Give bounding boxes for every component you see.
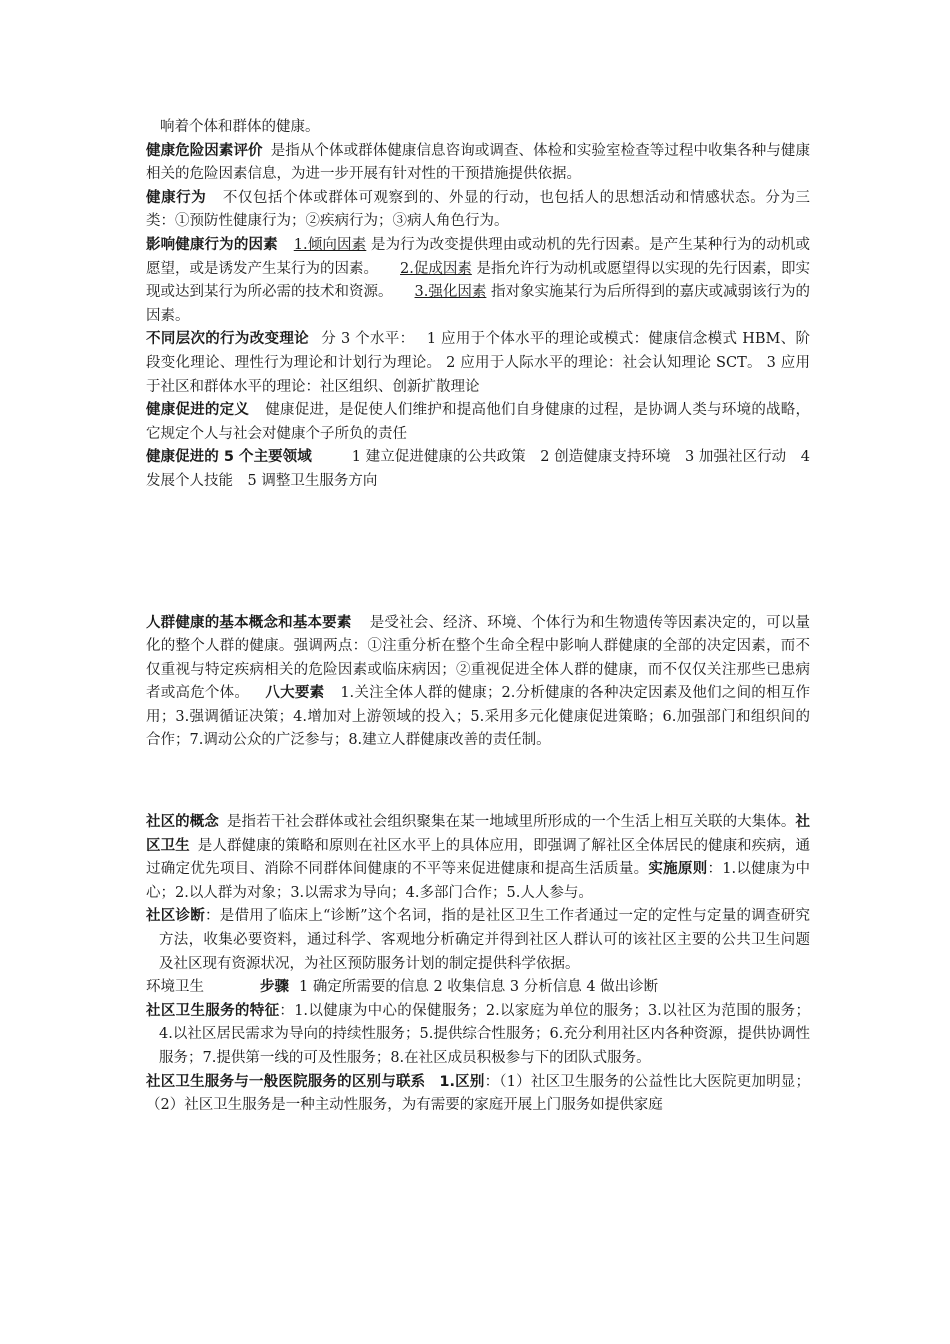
blank-space <box>146 753 810 811</box>
term-heading: 健康危险因素评价 <box>146 142 263 159</box>
term-heading: 社区卫生服务的特征 <box>146 1002 280 1019</box>
paragraph-text: ：1.以健康为中心的保健服务；2.以家庭为单位的服务；3.以社区为范围的服务；4.以社区居民需求为导向的持续性服务；5.提供综合性服务；6.充分利用社区内各种资源，提供协调性服务；7.提供第一线的可及性服务；8.在社区成员积极参与下的团队式服务。 <box>159 1002 810 1066</box>
paragraph-behavior-theories <box>146 328 810 399</box>
paragraph-text: ：1.以健康为中心；2.以人群为对象；3.以需求为导向；4.多部门合作；5.人人参与。 <box>146 861 810 901</box>
paragraph-text: 1 建立促进健康的公共政策 2 创造健康支持环境 3 加强社区行动 4 发展个人技能 5 调整卫生服务方向 <box>146 449 810 489</box>
term-heading: 健康行为 <box>146 189 207 206</box>
term-heading: 1.区别 <box>439 1073 485 1090</box>
paragraph-text: 是指允许行为动机或愿望得以实现的先行因素，即实现或达到某行为所必需的技术和资源。 <box>146 260 811 301</box>
paragraph-service-comparison <box>146 1071 810 1118</box>
paragraph-text: 是人群健康的策略和原则在社区水平上的具体应用，即强调了解社区全体居民的健康和疾病，通过确定优先项目、消除不同群体间健康的不平等来促进健康和提高生活质量。 <box>146 837 810 878</box>
paragraph-text: 是指若干社会群体或社会组织聚集在某一地域里所形成的一个生活上相互关联的大集体。 <box>226 814 796 831</box>
paragraph-text: 是为行为改变提供理由或动机的先行因素。是产生某种行为的动机或愿望，或是诱发产生某行为的因素。 <box>146 236 811 277</box>
paragraph-text: ：（1）社区卫生服务的公益性比大医院更加明显；（2）社区卫生服务是一种主动性服务，为有需要的家庭开展上门服务如提供家庭 <box>146 1073 811 1114</box>
paragraph-text: 响着个体和群体的健康。 <box>160 119 320 135</box>
paragraph-continuation <box>146 116 810 140</box>
term-heading: 社区的概念 <box>146 814 219 831</box>
factor-label-predisposing: 1.倾向因素 <box>293 236 367 253</box>
term-heading: 影响健康行为的因素 <box>146 236 278 253</box>
paragraph-lead-text: 环境卫生 <box>146 979 204 996</box>
paragraph-text: 是受社会、经济、环境、个体行为和生物遗传等因素决定的，可以量化的整个人群的健康。强调两点：①注重分析在整个生命全程中影响人群健康的全部的决定因素，而不仅重视与特定疾病相关的危险因素或临床病因；②重视促进全体人群的健康，而不仅仅关注那些已患病者或高危个体。 <box>146 614 810 702</box>
term-heading: 实施原则 <box>648 861 708 878</box>
paragraph-health-behavior <box>146 187 810 234</box>
paragraph-community-diagnosis <box>146 905 810 976</box>
paragraph-text: 指对象实施某行为后所得到的嘉庆或减弱该行为的因素。 <box>146 284 811 324</box>
term-heading: 八大要素 <box>265 685 325 702</box>
term-heading: 健康促进的定义 <box>146 402 250 419</box>
paragraph-community-concept <box>146 811 810 905</box>
term-heading: 社区卫生 <box>146 814 810 854</box>
paragraph-behavior-factors <box>146 234 810 328</box>
paragraph-population-health <box>146 612 810 754</box>
paragraph-health-risk-assessment <box>146 140 810 187</box>
factor-label-reinforcing: 3.强化因素 <box>414 284 487 301</box>
paragraph-text: 1.关注全体人群的健康；2.分析健康的各种决定因素及他们之间的相互作用；3.强调循证决策；4.增加对上游领域的投入；5.采用多元化健康促进策略；6.加强部门和组织间的合作；7.调动公众的广泛参与；8.建立人群健康改善的责任制。 <box>146 685 810 749</box>
paragraph-health-promotion-areas <box>146 446 810 493</box>
term-heading: 人群健康的基本概念和基本要素 <box>146 614 352 631</box>
term-heading: 社区诊断 <box>146 908 205 925</box>
document-body <box>146 116 810 1118</box>
paragraph-text: 1 确定所需要的信息 2 收集信息 3 分析信息 4 做出诊断 <box>299 979 659 996</box>
paragraph-text: 不仅包括个体或群体可观察到的、外显的行动，也包括人的思想活动和情感状态。分为三类：①预防性健康行为；②疾病行为；③病人角色行为。 <box>146 189 810 230</box>
blank-space <box>146 494 810 612</box>
paragraph-community-service-features <box>146 1000 810 1071</box>
term-heading: 健康促进的 5 个主要领域 <box>146 449 312 466</box>
term-heading: 步骤 <box>260 979 289 996</box>
paragraph-text: 是指从个体或群体健康信息咨询或调查、体检和实验室检查等过程中收集各种与健康相关的危险因素信息，为进一步开展有针对性的干预措施提供依据。 <box>146 142 810 183</box>
paragraph-text: ：是借用了临床上“诊断”这个名词，指的是社区卫生工作者通过一定的定性与定量的调查研究方法，收集必要资料，通过科学、客观地分析确定并得到社区人群认可的该社区主要的公共卫生问题及社区现有资源状况，为社区预防服务计划的制定提供科学依据。 <box>159 908 811 972</box>
paragraph-diagnosis-steps <box>146 976 810 1000</box>
paragraph-text: 健康促进，是促使人们维护和提高他们自身健康的过程，是协调人类与环境的战略，它规定个人与社会对健康个子所负的责任 <box>146 402 810 442</box>
paragraph-text: 分 3 个水平： 1 应用于个体水平的理论或模式：健康信念模式 HBM、阶段变化理论、理性行为理论和计划行为理论。 2 应用于人际水平的理论：社会认知理论 SCT。 3 应用于社区和群体水平的理论：社区组织、创新扩散理论 <box>146 331 810 395</box>
term-heading: 社区卫生服务与一般医院服务的区别与联系 <box>146 1073 426 1090</box>
term-heading: 不同层次的行为改变理论 <box>146 331 309 348</box>
paragraph-health-promotion-definition <box>146 399 810 446</box>
factor-label-enabling: 2.促成因素 <box>400 260 472 277</box>
